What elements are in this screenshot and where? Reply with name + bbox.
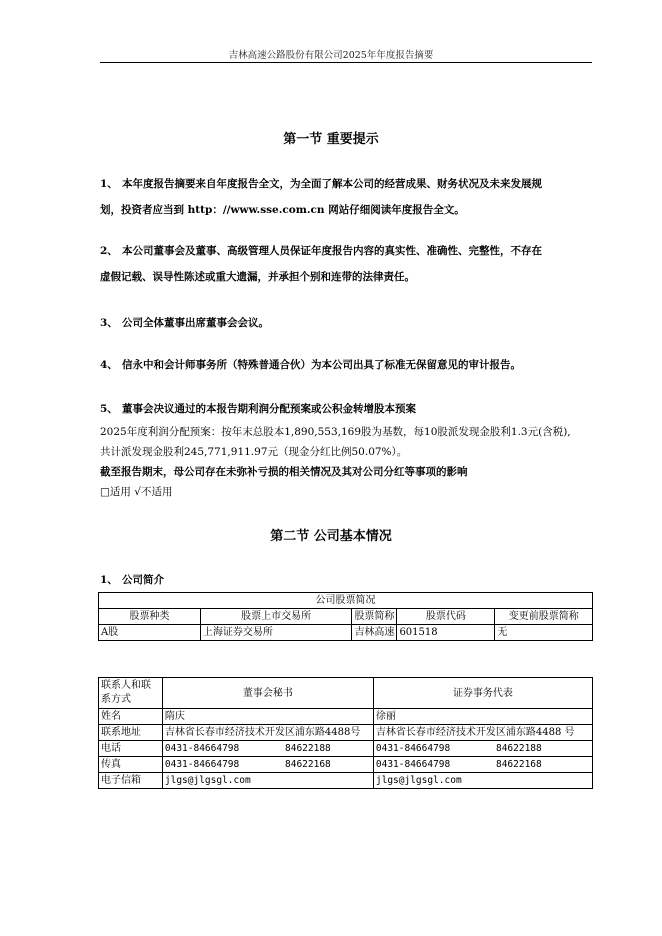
item2-number: 2、 bbox=[100, 245, 118, 257]
contact-header-representative: 证券事务代表 bbox=[373, 678, 592, 709]
header-short-name: 股票简称 bbox=[352, 609, 397, 625]
secretary-name: 隋庆 bbox=[162, 709, 373, 725]
secretary-phone: 0431-84664798 84622188 bbox=[162, 741, 373, 757]
stock-table-caption-row bbox=[99, 593, 593, 609]
sub1-label: 公司简介 bbox=[122, 574, 164, 586]
contact-header-label: 联系人和联系方式 bbox=[99, 678, 163, 709]
stock-table bbox=[98, 592, 593, 641]
contact-header-secretary: 董事会秘书 bbox=[162, 678, 373, 709]
stock-table-header-row bbox=[99, 609, 593, 625]
cell-exchange: 上海证券交易所 bbox=[200, 625, 352, 641]
row-label-fax: 传真 bbox=[99, 757, 163, 773]
contact-table-header-row bbox=[99, 678, 593, 709]
section1-title: 第一节 重要提示 bbox=[283, 132, 379, 147]
row-label-name: 姓名 bbox=[99, 709, 163, 725]
secretary-fax: 0431-84664798 84622168 bbox=[162, 757, 373, 773]
header-former-name: 变更前股票简称 bbox=[495, 609, 593, 625]
applicability-options: □适用 √不适用 bbox=[100, 486, 173, 498]
item3-number: 3、 bbox=[100, 317, 118, 329]
cell-former-name: 无 bbox=[495, 625, 593, 641]
representative-name: 徐丽 bbox=[373, 709, 592, 725]
table-row bbox=[99, 741, 593, 757]
table-row bbox=[99, 757, 593, 773]
item5-line1: 董事会决议通过的本报告期利润分配预案或公积金转增股本预案 bbox=[122, 403, 416, 415]
cell-stock-code: 601518 bbox=[397, 625, 495, 641]
profit-plan-line1: 2025年度利润分配预案：按年末总股本1,890,553,169股为基数，每10股派发现金股利1.3元(含税), bbox=[100, 426, 571, 438]
table-row bbox=[99, 625, 593, 641]
row-label-address: 联系地址 bbox=[99, 725, 163, 741]
representative-email: jlgs@jlgsgl.com bbox=[373, 773, 592, 789]
item3-line1: 公司全体董事出席董事会会议。 bbox=[122, 317, 269, 329]
item2-line2: 虚假记载、误导性陈述或重大遗漏，并承担个别和连带的法律责任。 bbox=[100, 271, 415, 283]
header-stock-type: 股票种类 bbox=[99, 609, 201, 625]
item5-number: 5、 bbox=[100, 403, 118, 415]
header-exchange: 股票上市交易所 bbox=[200, 609, 352, 625]
secretary-address: 吉林省长春市经济技术开发区浦东路4488号 bbox=[162, 725, 373, 741]
item4-number: 4、 bbox=[100, 359, 118, 371]
representative-address: 吉林省长春市经济技术开发区浦东路4488 号 bbox=[373, 725, 592, 741]
section2-title: 第二节 公司基本情况 bbox=[270, 529, 392, 544]
row-label-phone: 电话 bbox=[99, 741, 163, 757]
table-row bbox=[99, 709, 593, 725]
profit-plan-line2: 共计派发现金股利245,771,911.97元（现金分红比例50.07%）。 bbox=[100, 446, 408, 458]
sub1-number: 1、 bbox=[100, 574, 118, 586]
item4-line1: 信永中和会计师事务所（特殊普通合伙）为本公司出具了标准无保留意见的审计报告。 bbox=[122, 359, 521, 371]
item2-line1: 本公司董事会及董事、高级管理人员保证年度报告内容的真实性、准确性、完整性，不存在 bbox=[122, 245, 542, 257]
loss-question: 截至报告期末，母公司存在未弥补亏损的相关情况及其对公司分红等事项的影响 bbox=[100, 466, 468, 478]
item1-number: 1、 bbox=[100, 178, 118, 190]
contact-table bbox=[98, 677, 593, 789]
item1-line1: 本年度报告摘要来自年度报告全文，为全面了解本公司的经营成果、财务状况及未来发展规 bbox=[122, 178, 542, 190]
representative-phone: 0431-84664798 84622188 bbox=[373, 741, 592, 757]
table-row bbox=[99, 725, 593, 741]
header-stock-code: 股票代码 bbox=[397, 609, 495, 625]
row-label-email: 电子信箱 bbox=[99, 773, 163, 789]
stock-table-caption: 公司股票简况 bbox=[99, 593, 593, 609]
table-row bbox=[99, 773, 593, 789]
running-header: 吉林高速公路股份有限公司2025年年度报告摘要 bbox=[228, 50, 434, 61]
cell-stock-type: A股 bbox=[99, 625, 201, 641]
secretary-email: jlgs@jlgsgl.com bbox=[162, 773, 373, 789]
item1-line2: 划，投资者应当到 http：//www.sse.com.cn 网站仔细阅读年度报告全文。 bbox=[100, 204, 465, 216]
cell-short-name: 吉林高速 bbox=[352, 625, 397, 641]
header-rule bbox=[100, 62, 592, 63]
representative-fax: 0431-84664798 84622168 bbox=[373, 757, 592, 773]
